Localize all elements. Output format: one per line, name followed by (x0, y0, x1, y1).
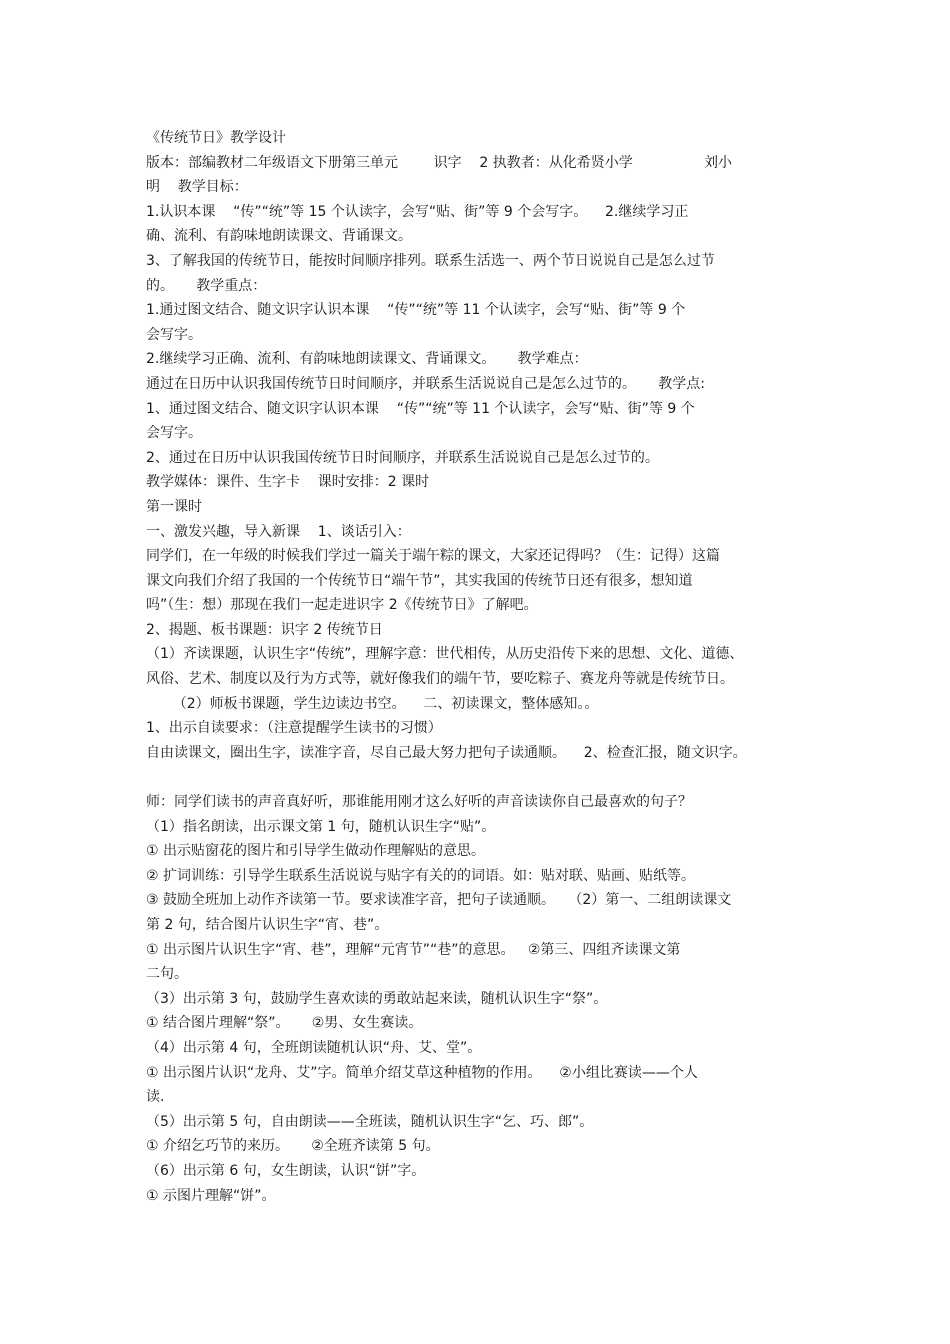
text-line: ① 示图片理解“饼”。 (146, 1187, 276, 1204)
text-line: 课文向我们介绍了我国的一个传统节日“端午节”，其实我国的传统节日还有很多，想知道 (146, 572, 693, 589)
blank-line (146, 765, 821, 790)
text-line: 1、通过图文结合、随文识字认识本课 “传”“统”等 11 个认读字，会写“贴、街”等 9 个 (146, 400, 695, 417)
text-line: 会写字。 (146, 425, 202, 442)
document-title: 《传统节日》教学设计 (146, 130, 286, 146)
text-line: ① 出示图片认识生字“宵、巷”，理解“元宵节”“巷”的意思。 ②第三、四组齐读课文第 (146, 941, 681, 958)
text-line: 风俗、艺术、制度以及行为方式等，就好像我们的端午节，要吃粽子、赛龙舟等就是传统节日。 (146, 671, 734, 688)
text-line: 通过在日历中认识我国传统节日时间顺序，并联系生活说说自己是怎么过节的。 教学点: (146, 375, 705, 392)
text-line: 教学媒体：课件、生字卡 课时安排：2 课时 (146, 474, 430, 491)
text-line: 会写字。 (146, 326, 202, 343)
text-line: 版本：部编教材二年级语文下册第三单元 识字 2 执教者：从化希贤小学 刘小 (146, 154, 732, 171)
text-line: 1.通过图文结合、随文识字认识本课 “传”“统”等 11 个认读字，会写“贴、街”等 9 个 (146, 302, 686, 319)
text-line: 第一课时 (146, 498, 202, 515)
text-line: ① 结合图片理解“祭”。 ②男、女生赛读。 (146, 1015, 423, 1032)
text-line: ① 出示贴窗花的图片和引导学生做动作理解贴的意思。 (146, 843, 485, 860)
text-line: 确、流利、有韵味地朗读课文、背诵课文。 (146, 228, 412, 245)
text-line: 自由读课文，圈出生字，读准字音，尽自己最大努力把句子读通顺。 2、检查汇报，随文识字。 (146, 744, 747, 761)
text-line: ① 介绍乞巧节的来历。 ②全班齐读第 5 句。 (146, 1138, 440, 1155)
text-line: ② 扩词训练：引导学生联系生活说说与贴字有关的的词语。如：贴对联、贴画、贴纸等。 (146, 867, 695, 884)
text-line: （5）出示第 5 句，自由朗读——全班读，随机认识生字“乞、巧、郎”。 (146, 1113, 594, 1130)
text-line: （3）出示第 3 句，鼓励学生喜欢读的勇敢站起来读，随机认识生字“祭”。 (146, 990, 608, 1007)
text-line: ① 出示图片认识“龙舟、艾”字。简单介绍艾草这种植物的作用。 ②小组比赛读——个人 (146, 1064, 698, 1081)
text-line: 2、通过在日历中认识我国传统节日时间顺序，并联系生活说说自己是怎么过节的。 (146, 449, 659, 466)
text-line: （1）指名朗读，出示课文第 1 句，随机认识生字“贴”。 (146, 818, 496, 835)
text-line: 师：同学们读书的声音真好听，那谁能用刚才这么好听的声音读读你自己最喜欢的句子？ (146, 794, 692, 811)
document-body (146, 126, 821, 1208)
document-lines (146, 151, 821, 1209)
text-line: （2）师板书课题，学生边读边书空。 二、初读课文，整体感知。。 (146, 695, 599, 712)
text-line: （4）出示第 4 句，全班朗读随机认识“舟、艾、堂”。 (146, 1039, 482, 1056)
text-line: （6）出示第 6 句，女生朗读，认识“饼”字。 (146, 1162, 426, 1179)
text-line: ③ 鼓励全班加上动作齐读第一节。要求读准字音，把句子读通顺。 （2）第一、二组朗读课文 (146, 892, 732, 909)
text-line: 同学们，在一年级的时候我们学过一篇关于端午粽的课文，大家还记得吗？（生：记得）这篇 (146, 548, 720, 565)
text-line: 一、激发兴趣，导入新课 1、谈话引入： (146, 523, 411, 540)
text-line: 明 教学目标： (146, 179, 248, 196)
text-line: 2、揭题、板书课题：识字 2 传统节日 (146, 621, 383, 638)
text-line: 1、出示自读要求：（注意提醒学生读书的习惯） (146, 720, 442, 737)
text-line: 第 2 句，结合图片认识生字“宵、巷”。 (146, 917, 389, 933)
text-line: 的。 教学重点： (146, 277, 267, 294)
text-line: 吗”（生：想）那现在我们一起走进识字 2《传统节日》了解吧。 (146, 597, 538, 614)
text-line: （1）齐读课题，认识生字“传统”，理解字意：世代相传，从历史沿传下来的思想、文化、道德、 (146, 646, 744, 663)
text-line: 二句。 (146, 966, 188, 983)
text-line: 读. (146, 1089, 165, 1106)
text-line: 1.认识本课 “传”“统”等 15 个认读字，会写“贴、街”等 9 个会写字。 2.继续学习正 (146, 203, 689, 220)
text-line: 2.继续学习正确、流利、有韵味地朗读课文、背诵课文。 教学难点： (146, 351, 588, 368)
text-line: 3、了解我国的传统节日，能按时间顺序排列。联系生活选一、两个节日说说自己是怎么过节 (146, 252, 715, 269)
